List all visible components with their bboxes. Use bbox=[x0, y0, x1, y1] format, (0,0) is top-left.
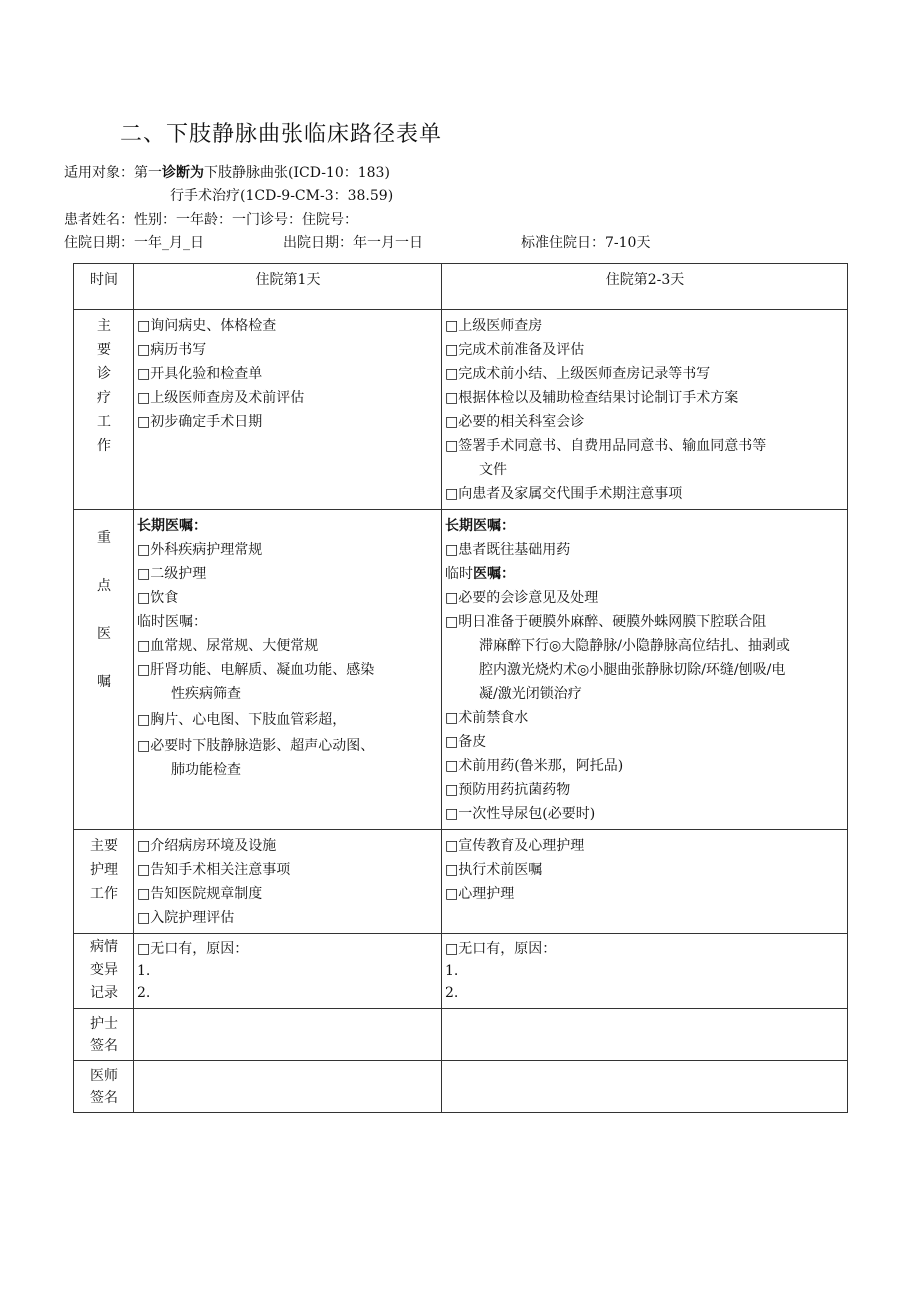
nurse-signature-day1[interactable] bbox=[134, 1009, 442, 1061]
col-day2-header: 住院第2-3天 bbox=[442, 264, 848, 310]
applicable-bold: 诊断为 bbox=[162, 165, 204, 181]
applicable-line-2: 行手术治疗(1CD-9-CM-3：38.59) bbox=[170, 188, 394, 204]
checkbox-item[interactable]: □开具化验和检查单 bbox=[137, 366, 263, 382]
label-line: 病情 bbox=[90, 939, 118, 955]
checkbox-item[interactable]: □术前禁食水 bbox=[445, 710, 529, 726]
checkbox-item[interactable]: □上级医师查房 bbox=[445, 318, 543, 334]
checkbox-item[interactable]: □询问病史、体格检查 bbox=[137, 318, 277, 334]
checkbox-item[interactable]: □胸片、心电图、下肢血管彩超， bbox=[137, 712, 347, 728]
variance-line: 1. bbox=[137, 963, 151, 979]
item-continuation: 腔内激光烧灼术◎小腿曲张静脉切除/环缝/刨吸/电 bbox=[479, 662, 786, 678]
checkbox-item[interactable]: □根据体检以及辅助检查结果讨论制订手术方案 bbox=[445, 390, 739, 406]
label-char: 重 bbox=[97, 530, 111, 546]
variance-day1 bbox=[134, 934, 442, 1009]
nurse-signature-day2[interactable] bbox=[442, 1009, 848, 1061]
checkbox-item[interactable]: □上级医师查房及术前评估 bbox=[137, 390, 305, 406]
checkbox-item[interactable]: □完成术前准备及评估 bbox=[445, 342, 585, 358]
checkbox-item[interactable]: □无口有，原因： bbox=[445, 941, 557, 957]
temp-orders-heading bbox=[445, 562, 845, 586]
checkbox-item[interactable]: □向患者及家属交代围手术期注意事项 bbox=[445, 486, 683, 502]
key-orders-label bbox=[74, 510, 134, 830]
checkbox-item[interactable]: □一次性导尿包(必要时) bbox=[445, 806, 596, 822]
label-line: 签名 bbox=[90, 1090, 118, 1106]
checkbox-item[interactable]: □二级护理 bbox=[137, 566, 207, 582]
checkbox-item[interactable]: □告知手术相关注意事项 bbox=[137, 862, 291, 878]
checkbox-item[interactable]: □完成术前小结、上级医师查房记录等书写 bbox=[445, 366, 711, 382]
key-orders-day1 bbox=[134, 510, 442, 830]
row-variance bbox=[74, 934, 848, 1009]
nursing-day2 bbox=[442, 830, 848, 934]
checkbox-item[interactable]: □无口有，原因： bbox=[137, 941, 249, 957]
checkbox-item[interactable]: □饮食 bbox=[137, 590, 179, 606]
checkbox-item[interactable]: □介绍病房环境及设施 bbox=[137, 838, 277, 854]
row-doctor-signature bbox=[74, 1061, 848, 1113]
checkbox-item[interactable]: □预防用药抗菌药物 bbox=[445, 782, 571, 798]
checkbox-item[interactable]: □初步确定手术日期 bbox=[137, 414, 263, 430]
nursing-label bbox=[74, 830, 134, 934]
variance-day2 bbox=[442, 934, 848, 1009]
item-continuation: 凝/激光闭锁治疗 bbox=[479, 686, 582, 702]
checkbox-item[interactable]: □外科疾病护理常规 bbox=[137, 542, 263, 558]
standard-stay: 标准住院日：7-10天 bbox=[521, 235, 651, 251]
label-char: 要 bbox=[97, 342, 111, 358]
label-line: 变异 bbox=[90, 962, 118, 978]
key-orders-day2 bbox=[442, 510, 848, 830]
checkbox-item[interactable]: □必要的相关科室会诊 bbox=[445, 414, 585, 430]
checkbox-item[interactable]: □执行术前医嘱 bbox=[445, 862, 543, 878]
checkbox-item[interactable]: □必要的会诊意见及处理 bbox=[445, 590, 599, 606]
checkbox-item[interactable]: □血常规、尿常规、大便常规 bbox=[137, 638, 319, 654]
applicable-prefix: 适用对象：第一 bbox=[64, 165, 162, 181]
main-treatment-label bbox=[74, 310, 134, 510]
col-time-header: 时间 bbox=[74, 264, 134, 310]
checkbox-item[interactable]: □宣传教育及心理护理 bbox=[445, 838, 585, 854]
discharge-date: 出院日期：年一月一日 bbox=[283, 235, 423, 251]
item-continuation: 肺功能检查 bbox=[171, 762, 241, 778]
doctor-signature-day2[interactable] bbox=[442, 1061, 848, 1113]
variance-label bbox=[74, 934, 134, 1009]
checkbox-item[interactable]: □心理护理 bbox=[445, 886, 515, 902]
main-treatment-day2 bbox=[442, 310, 848, 510]
label-char: 主 bbox=[97, 318, 111, 334]
page-title: 二、下肢静脉曲张临床路径表单 bbox=[120, 122, 443, 147]
temp-orders-prefix: 临时 bbox=[445, 566, 473, 582]
checkbox-item[interactable]: □签署手术同意书、自费用品同意书、输血同意书等 bbox=[445, 438, 767, 454]
label-line: 护士 bbox=[90, 1016, 118, 1032]
checkbox-item[interactable]: □肝肾功能、电解质、凝血功能、感染 bbox=[137, 662, 375, 678]
doctor-signature-day1[interactable] bbox=[134, 1061, 442, 1113]
label-char: 工 bbox=[97, 414, 111, 430]
long-term-orders-heading: 长期医嘱： bbox=[445, 518, 515, 534]
checkbox-item[interactable]: □患者既往基础用药 bbox=[445, 542, 571, 558]
temp-orders-heading: 临时医嘱： bbox=[137, 614, 207, 630]
checkbox-item[interactable]: □必要时下肢静脉造影、超声心动图、 bbox=[137, 738, 375, 754]
label-char: 嘱 bbox=[97, 674, 111, 690]
applicable-rest: 下肢静脉曲张(ICD-10：183) bbox=[204, 165, 390, 181]
main-treatment-day1 bbox=[134, 310, 442, 510]
item-continuation: 文件 bbox=[479, 462, 507, 478]
checkbox-item[interactable]: □入院护理评估 bbox=[137, 910, 235, 926]
row-key-orders bbox=[74, 510, 848, 830]
clinical-pathway-table bbox=[73, 263, 848, 1113]
header-row bbox=[74, 264, 848, 310]
row-nursing bbox=[74, 830, 848, 934]
label-line: 医师 bbox=[90, 1068, 118, 1084]
nurse-signature-label bbox=[74, 1009, 134, 1061]
label-line: 记录 bbox=[90, 985, 118, 1001]
nursing-day1 bbox=[134, 830, 442, 934]
checkbox-item[interactable]: □病历书写 bbox=[137, 342, 207, 358]
row-nurse-signature bbox=[74, 1009, 848, 1061]
label-char: 作 bbox=[97, 438, 111, 454]
label-line: 主要 bbox=[90, 838, 118, 854]
patient-line: 患者姓名：性别：一年龄：一门诊号：住院号： bbox=[64, 212, 358, 228]
checkbox-item[interactable]: □告知医院规章制度 bbox=[137, 886, 263, 902]
col-day1-header: 住院第1天 bbox=[134, 264, 442, 310]
checkbox-item[interactable]: □备皮 bbox=[445, 734, 487, 750]
variance-line: 2. bbox=[137, 985, 151, 1001]
long-term-orders-heading: 长期医嘱： bbox=[137, 518, 207, 534]
label-line: 工作 bbox=[90, 886, 118, 902]
checkbox-item[interactable]: □术前用药(鲁米那，阿托品) bbox=[445, 758, 624, 774]
variance-line: 2. bbox=[445, 985, 459, 1001]
applicable-line-1 bbox=[64, 162, 390, 182]
label-line: 签名 bbox=[90, 1038, 118, 1054]
label-char: 点 bbox=[97, 578, 111, 594]
item-continuation: 滞麻醉下行◎大隐静脉/小隐静脉高位结扎、抽剥或 bbox=[479, 638, 790, 654]
admit-date: 住院日期：一年_月_日 bbox=[64, 235, 204, 251]
row-main-treatment bbox=[74, 310, 848, 510]
temp-orders-bold: 医嘱： bbox=[473, 566, 515, 582]
doctor-signature-label bbox=[74, 1061, 134, 1113]
label-char: 诊 bbox=[97, 366, 111, 382]
label-line: 护理 bbox=[90, 862, 118, 878]
checkbox-item[interactable]: □明日准备于硬膜外麻醉、硬膜外蛛网膜下腔联合阻 bbox=[445, 614, 767, 630]
item-continuation: 性疾病筛查 bbox=[171, 686, 241, 702]
variance-line: 1. bbox=[445, 963, 459, 979]
label-char: 医 bbox=[97, 626, 111, 642]
label-char: 疗 bbox=[97, 390, 111, 406]
